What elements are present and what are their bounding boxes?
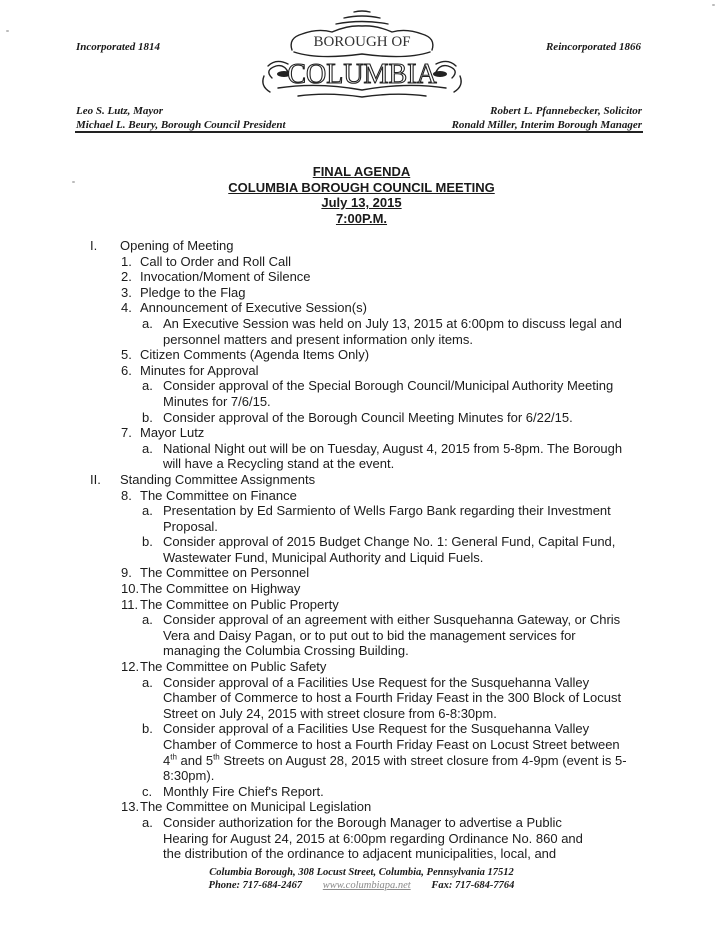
letterhead-divider bbox=[75, 131, 643, 133]
agenda-subitem bbox=[0, 784, 723, 800]
incorporated-date: Incorporated 1814 bbox=[76, 41, 161, 53]
subitem-letter: a. bbox=[142, 503, 153, 519]
item-number: 9. bbox=[121, 565, 132, 581]
subitem-text: An Executive Session was held on July 13, 2015 at 6:00pm to discuss legal and bbox=[163, 315, 622, 331]
agenda-item bbox=[0, 254, 723, 270]
item-number: 5. bbox=[121, 347, 132, 363]
agenda-subitem-cont bbox=[0, 753, 723, 769]
item-number: 8. bbox=[121, 487, 132, 503]
logo-columbia-text: COLUMBIA bbox=[287, 59, 437, 90]
item-text: Announcement of Executive Session(s) bbox=[140, 300, 367, 316]
item-number: 7. bbox=[121, 425, 132, 441]
subitem-text: Minutes for 7/6/15. bbox=[163, 393, 271, 409]
section-numeral: II. bbox=[90, 471, 101, 487]
agenda-subitem bbox=[0, 316, 723, 332]
footer-fax: Fax: 717-684-7764 bbox=[431, 880, 515, 891]
agenda-title: FINAL AGENDA bbox=[312, 164, 411, 179]
officials-left bbox=[76, 104, 286, 132]
subitem-text: Consider approval of a Facilities Use Request for the Susquehanna Valley bbox=[163, 674, 590, 690]
subitem-letter: a. bbox=[142, 378, 153, 394]
footer-contact bbox=[0, 879, 723, 892]
item-text: The Committee on Personnel bbox=[140, 565, 310, 581]
agenda-subitem-cont bbox=[0, 519, 723, 535]
agenda-subitem-cont bbox=[0, 831, 723, 847]
letterhead-footer bbox=[0, 866, 723, 892]
item-number: 1. bbox=[121, 253, 132, 269]
item-text: Citizen Comments (Agenda Items Only) bbox=[140, 347, 370, 363]
meeting-time: 7:00P.M. bbox=[335, 210, 388, 226]
item-number: 2. bbox=[121, 269, 132, 285]
agenda-subitem-cont bbox=[0, 456, 723, 472]
item-text: The Committee on Public Safety bbox=[140, 659, 327, 675]
section-title: Standing Committee Assignments bbox=[120, 471, 316, 487]
agenda-subitem bbox=[0, 721, 723, 737]
subitem-text: Consider approval of the Special Borough Council/Municipal Authority Meeting bbox=[163, 378, 614, 394]
subitem-text: Presentation by Ed Sarmiento of Wells Fargo Bank regarding their Investment bbox=[163, 503, 611, 519]
agenda-subitem bbox=[0, 378, 723, 394]
agenda-item bbox=[0, 269, 723, 285]
subitem-text: the distribution of the ordinance to adjacent municipalities, local, and bbox=[163, 846, 557, 862]
subitem-text: Consider approval of an agreement with either Susquehanna Gateway, or Chris bbox=[163, 612, 621, 628]
subitem-text: Consider approval of the Borough Council Meeting Minutes for 6/22/15. bbox=[163, 409, 573, 425]
agenda-item bbox=[0, 347, 723, 363]
subitem-letter: b. bbox=[142, 534, 153, 550]
agenda-item bbox=[0, 799, 723, 815]
subitem-text: Consider authorization for the Borough Manager to advertise a Public bbox=[163, 814, 562, 830]
footer-website-link[interactable]: www.columbiapa.net bbox=[322, 880, 411, 891]
agenda-subitem-cont bbox=[0, 394, 723, 410]
agenda-item bbox=[0, 425, 723, 441]
officials-right bbox=[452, 104, 642, 132]
agenda-subitem bbox=[0, 815, 723, 831]
subitem-text: Consider approval of 2015 Budget Change No. 1: General Fund, Capital Fund, bbox=[163, 534, 616, 550]
scan-speck bbox=[712, 4, 715, 6]
item-number: 10. bbox=[121, 581, 140, 597]
reincorporated-date: Reincorporated 1866 bbox=[545, 41, 641, 53]
agenda-item bbox=[0, 565, 723, 581]
agenda-item bbox=[0, 659, 723, 675]
subitem-text: Proposal. bbox=[163, 518, 218, 534]
item-number: 13. bbox=[121, 799, 140, 815]
footer-phone: Phone: 717-684-2467 bbox=[208, 880, 303, 891]
agenda-subitem-cont bbox=[0, 706, 723, 722]
section-title: Opening of Meeting bbox=[120, 238, 234, 253]
subitem-text: Chamber of Commerce to host a Fourth Friday Feast in the 300 Block of Locust bbox=[163, 690, 622, 706]
item-text: Minutes for Approval bbox=[140, 362, 259, 378]
subitem-text: will have a Recycling stand at the event. bbox=[163, 456, 395, 472]
subitem-text: Monthly Fire Chief's Report. bbox=[163, 783, 324, 799]
subitem-letter: a. bbox=[142, 440, 153, 456]
subitem-text: managing the Columbia Crossing Building. bbox=[163, 643, 409, 659]
scan-speck bbox=[6, 30, 9, 32]
agenda-subitem bbox=[0, 503, 723, 519]
agenda-subitem bbox=[0, 441, 723, 457]
section-header bbox=[0, 472, 723, 488]
agenda-subitem-cont bbox=[0, 628, 723, 644]
solicitor-name: Robert L. Pfannebecker, Solicitor bbox=[490, 105, 642, 117]
agenda-subitem bbox=[0, 410, 723, 426]
subitem-text: National Night out will be on Tuesday, August 4, 2015 from 5-8pm. The Borough bbox=[163, 440, 623, 456]
subitem-text-superscripted: 4th and 5th Streets on August 28, 2015 with street closure from 4-9pm (event is 5- bbox=[163, 752, 627, 768]
item-text: The Committee on Public Property bbox=[140, 596, 339, 612]
meeting-name: COLUMBIA BOROUGH COUNCIL MEETING bbox=[228, 179, 495, 195]
subitem-text: Consider approval of a Facilities Use Request for the Susquehanna Valley bbox=[163, 721, 590, 737]
subitem-text: 8:30pm). bbox=[163, 768, 215, 784]
item-number: 6. bbox=[121, 362, 132, 378]
item-text: The Committee on Finance bbox=[140, 487, 297, 503]
agenda-subitem-cont bbox=[0, 643, 723, 659]
item-text: The Committee on Municipal Legislation bbox=[140, 799, 372, 815]
section-header bbox=[0, 238, 723, 254]
meeting-date: July 13, 2015 bbox=[321, 195, 402, 210]
agenda-subitem bbox=[0, 675, 723, 691]
subitem-letter: b. bbox=[142, 409, 153, 425]
subitem-text: Wastewater Fund, Municipal Authority and Liquid Fuels. bbox=[163, 549, 484, 565]
footer-address: Columbia Borough, 308 Locust Street, Columbia, Pennsylvania 17512 bbox=[209, 867, 514, 878]
subitem-letter: b. bbox=[142, 721, 153, 737]
agenda-item bbox=[0, 597, 723, 613]
subitem-text: personnel matters and present information only items. bbox=[163, 331, 473, 347]
item-number: 3. bbox=[121, 284, 132, 300]
item-number: 12. bbox=[121, 659, 140, 675]
agenda-subitem-cont bbox=[0, 768, 723, 784]
agenda-list bbox=[0, 238, 723, 862]
borough-of-columbia-logo bbox=[258, 8, 466, 100]
subitem-letter: a. bbox=[142, 315, 153, 331]
agenda-subitem-cont bbox=[0, 737, 723, 753]
item-text: Invocation/Moment of Silence bbox=[140, 269, 311, 285]
item-number: 11. bbox=[121, 596, 139, 612]
agenda-item bbox=[0, 300, 723, 316]
logo-borough-of-text: BOROUGH OF bbox=[313, 34, 411, 50]
item-text: Call to Order and Roll Call bbox=[140, 253, 292, 269]
agenda-subitem bbox=[0, 534, 723, 550]
agenda-item bbox=[0, 285, 723, 301]
subitem-text: Chamber of Commerce to host a Fourth Friday Feast on Locust Street between bbox=[163, 737, 620, 752]
item-text: Pledge to the Flag bbox=[140, 284, 246, 300]
subitem-letter: a. bbox=[142, 814, 153, 830]
item-number: 4. bbox=[121, 300, 132, 316]
mayor-name: Leo S. Lutz, Mayor bbox=[76, 105, 164, 117]
agenda-subitem-cont bbox=[0, 690, 723, 706]
agenda-item bbox=[0, 488, 723, 504]
subitem-letter: c. bbox=[142, 783, 153, 799]
subitem-text: Hearing for August 24, 2015 at 6:00pm regarding Ordinance No. 860 and bbox=[163, 830, 583, 846]
council-president-name: Michael L. Beury, Borough Council President bbox=[76, 119, 286, 131]
agenda-subitem-cont bbox=[0, 846, 723, 862]
subitem-text: Vera and Daisy Pagan, or to put out to bid the management services for bbox=[163, 627, 576, 643]
item-text: The Committee on Highway bbox=[140, 581, 301, 597]
agenda-subitem-cont bbox=[0, 332, 723, 348]
agenda-title-block bbox=[0, 164, 723, 226]
item-text: Mayor Lutz bbox=[140, 425, 205, 441]
section-numeral: I. bbox=[90, 238, 98, 253]
agenda-subitem bbox=[0, 612, 723, 628]
subitem-letter: a. bbox=[142, 674, 153, 690]
agenda-item bbox=[0, 581, 723, 597]
borough-manager-name: Ronald Miller, Interim Borough Manager bbox=[451, 119, 642, 131]
agenda-item bbox=[0, 363, 723, 379]
subitem-letter: a. bbox=[142, 612, 153, 628]
agenda-subitem-cont bbox=[0, 550, 723, 566]
scan-speck bbox=[72, 181, 75, 183]
subitem-text: Street on July 24, 2015 with street closure from 6-8:30pm. bbox=[163, 705, 497, 721]
